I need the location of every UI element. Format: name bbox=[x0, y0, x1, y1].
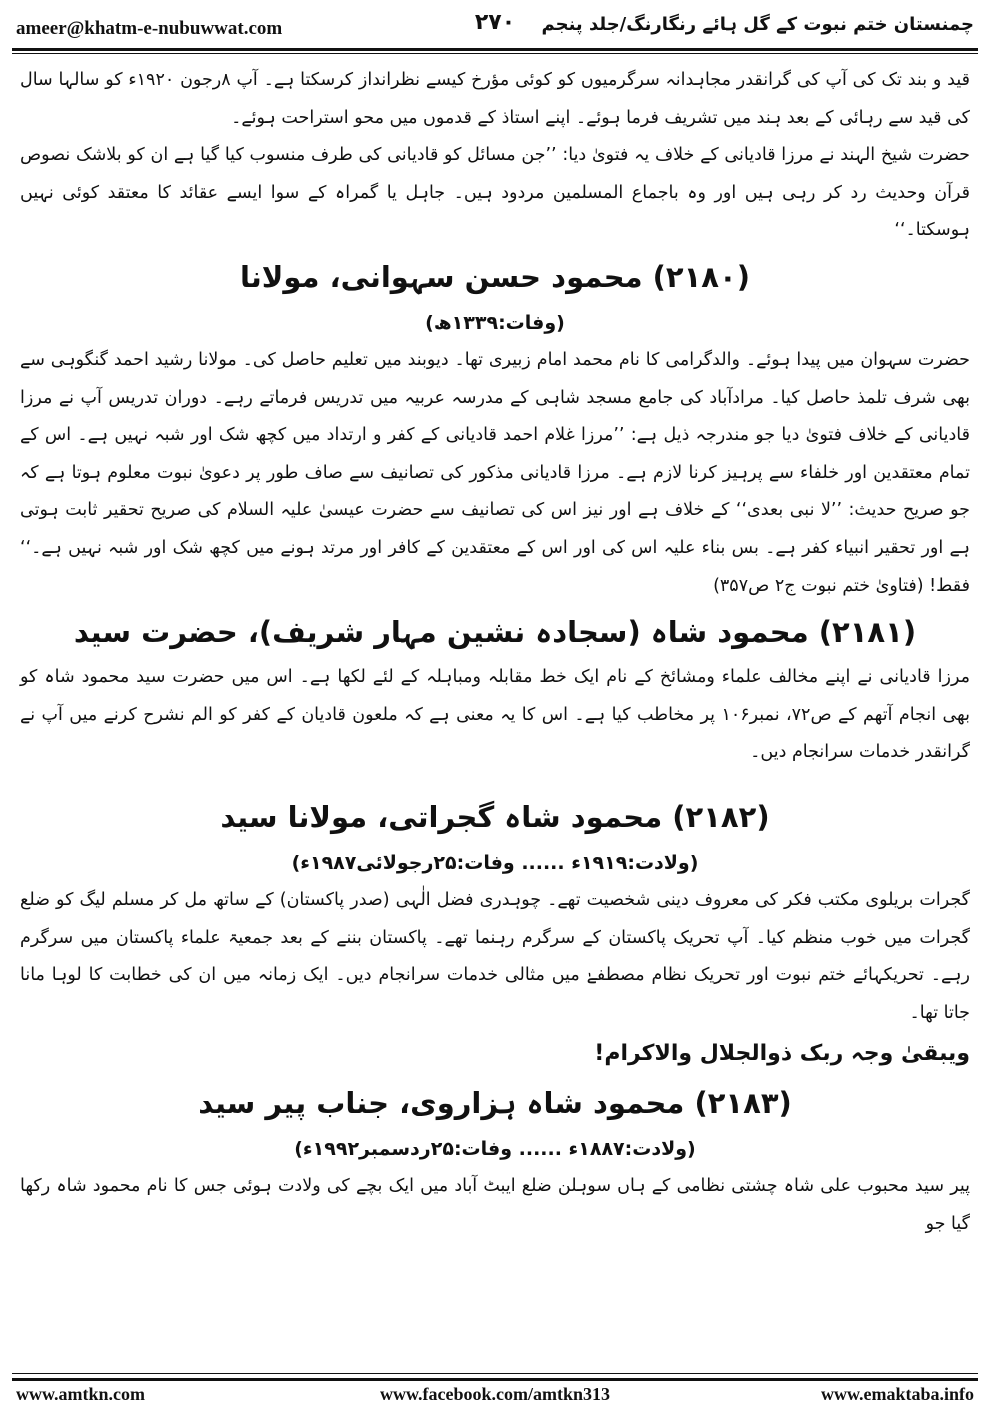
footer-link-amtkn[interactable]: www.amtkn.com bbox=[16, 1384, 145, 1404]
section-title: (۲۱۸۰) محمود حسن سہوانی، مولانا bbox=[240, 259, 750, 294]
section-title: (۲۱۸۲) محمود شاہ گجراتی، مولانا سید bbox=[220, 799, 770, 834]
page-number: ۲۷۰ bbox=[474, 10, 516, 35]
section-heading bbox=[20, 1076, 970, 1168]
section-dates: (وفات:۱۳۳۹ھ) bbox=[425, 311, 565, 334]
paragraph: مرزا قادیانی نے اپنے مخالف علماء ومشائخ کے نام ایک خط مقابلہ ومباہلہ کے لئے لکھا ہے۔ اس میں حضرت سید محمود شاہ کو بھی انجام آتھم کے ص۷۲، نمبر۱۰۶ پر مخاطب کیا ہے۔ اس کا یہ معنی ہے کہ ملعون قادیان کے کفر کو الم نشرح کرنے میں آپ نے گرانقدر خدمات سرانجام دیں۔ bbox=[20, 667, 970, 763]
page-body bbox=[20, 62, 970, 1360]
paragraph: حضرت سہوان میں پیدا ہوئے۔ والدگرامی کا نام محمد امام زبیری تھا۔ دیوبند میں تعلیم حاصل کی۔ مولانا رشید احمد گنگوہی سے بھی شرف تلمذ حاصل کیا۔ مرادآباد کی جامع مسجد شاہی کے مدرسہ عربیہ میں تدریس فرماتے رہے۔ دوران تدریس آپ نے مرزا قادیانی کے خلاف فتویٰ دیا جو مندرجہ ذیل ہے: ’’مرزا غلام احمد قادیانی کے کفر و ارتداد میں کچھ شک اور شبہ نہیں ہے۔ اس کے تمام معتقدین اور خلفاء سے پرہیز کرنا لازم ہے۔ مرزا قادیانی مذکور کی تصانیف سے صاف طور پر دعویٰ نبوت معلوم ہوتا ہے کہ جو صریح حدیث: ’’لا نبی بعدی‘‘ کے خلاف ہے اور نیز اس کی تصانیف سے حضرت عیسیٰ علیہ السلام کی صریح تحقیر ثابت ہوتی ہے اور تحقیر انبیاء کفر ہے۔ بس بناء علیہ اس کی اور اس کے معتقدین کے کافر اور مرتد ہونے میں کچھ شک اور شبہ نہیں ہے۔‘‘ فقط! (فتاویٰ ختم نبوت ج۲ ص۳۵۷) bbox=[20, 349, 970, 596]
header-rule-thin bbox=[12, 53, 978, 54]
section-heading bbox=[20, 250, 970, 342]
footer-link-emaktaba[interactable]: www.emaktaba.info bbox=[820, 1384, 974, 1404]
page-header bbox=[12, 10, 978, 44]
section-title: (۲۱۸۳) محمود شاہ ہزاروی، جناب پیر سید bbox=[198, 1086, 792, 1121]
paragraph: حضرت شیخ الہند نے مرزا قادیانی کے خلاف یہ فتویٰ دیا: ’’جن مسائل کو قادیانی کی طرف منسوب کیا گیا ہے ان کو بلاشک نصوص قرآن وحدیث رد کر رہی ہیں اور وہ باجماع المسلمین مردود ہیں۔ جاہل یا گمراہ کے سوا ایسے عقائد کا معتقد کوئی نہیں ہوسکتا۔‘‘ bbox=[20, 145, 970, 241]
paragraph: گجرات بریلوی مکتب فکر کی معروف دینی شخصیت تھے۔ چوہدری فضل الٰہی (صدر پاکستان) کے ساتھ مل کر مسلم لیگ کو ضلع گجرات میں خوب منظم کیا۔ آپ تحریک پاکستان کے سرگرم رہنما تھے۔ پاکستان بننے کے بعد جمعیۃ علماء پاکستان میں سرگرم رہے۔ تحریکہائے ختم نبوت اور تحریک نظام مصطفےٰ میں مثالی خدمات سرانجام دیں۔ ایک زمانہ میں ان کی خطابت کا لوہا مانا جاتا تھا۔ bbox=[20, 889, 970, 1023]
footer-link-facebook[interactable]: www.facebook.com/amtkn313 bbox=[380, 1384, 610, 1404]
page-footer bbox=[16, 1384, 974, 1412]
paragraph: پیر سید محبوب علی شاہ چشتی نظامی کے ہاں سوہلن ضلع ایبٹ آباد میں ایک بچے کی ولادت ہوئی جس کا نام محمود شاہ رکھا گیا جو bbox=[20, 1176, 970, 1234]
section-dates: (ولادت:۱۹۱۹ء ...... وفات:۲۵رجولائی۱۹۸۷ء) bbox=[291, 851, 699, 874]
section-heading bbox=[20, 605, 970, 659]
section-dates: (ولادت:۱۸۸۷ء ...... وفات:۲۵ردسمبر۱۹۹۲ء) bbox=[294, 1138, 696, 1161]
closing-phrase: ویبقیٰ وجہ ربک ذوالجلال والاکرام! bbox=[594, 1041, 970, 1067]
footer-rule-thin bbox=[12, 1373, 978, 1374]
footer-rule bbox=[12, 1378, 978, 1381]
header-rule bbox=[12, 48, 978, 51]
section-title: (۲۱۸۱) محمود شاہ (سجادہ نشین مہار شریف)، حضرت سید bbox=[73, 615, 917, 650]
section-heading bbox=[20, 790, 970, 882]
paragraph: قید و بند تک کی آپ کی گرانقدر مجاہدانہ سرگرمیوں کو کوئی مؤرخ کیسے نظرانداز کرسکتا ہے۔ آپ ۸رجون ۱۹۲۰ء کو سالہا سال کی قید سے رہائی کے بعد ہند میں تشریف فرما ہوئے۔ اپنے استاذ کے قدموں میں محو استراحت ہوئے۔ bbox=[20, 70, 970, 128]
header-email[interactable]: ameer@khatm-e-nubuwwat.com bbox=[16, 18, 283, 39]
book-title: چمنستان ختم نبوت کے گل ہائے رنگارنگ/جلد پنجم bbox=[541, 14, 974, 35]
